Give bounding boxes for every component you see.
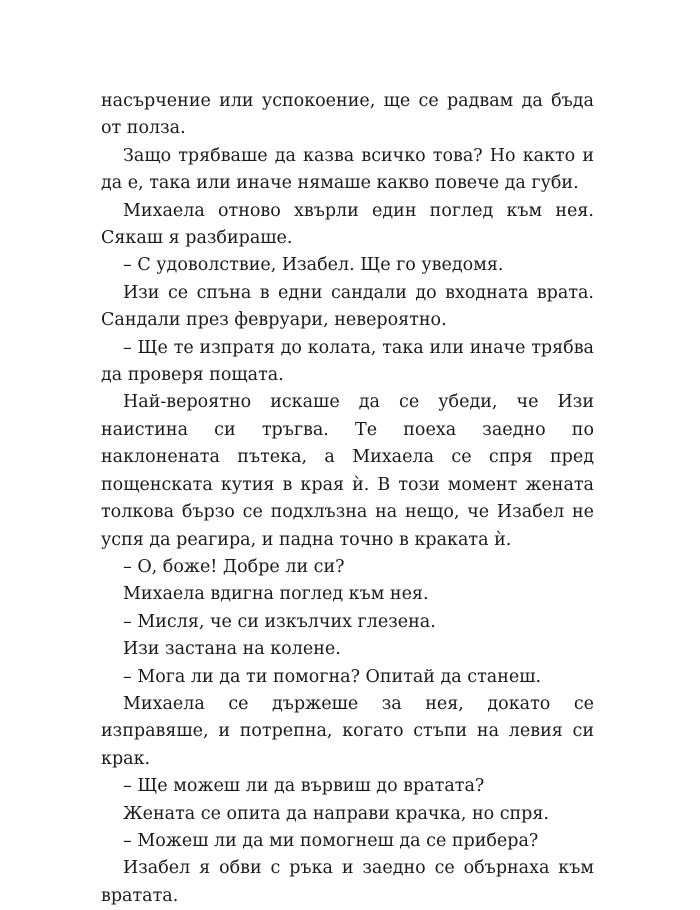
paragraph: Защо трябваше да казва всичко това? Но както и да е, така или иначе нямаше какво повече да губи. <box>101 145 594 194</box>
paragraph: Михаела вдигна поглед към нея. <box>123 584 429 605</box>
dialogue-line: – Мога ли да ти помогна? Опитай да станеш. <box>123 666 542 687</box>
body-text <box>101 88 594 910</box>
paragraph: Жената се опита да направи крачка, но спря. <box>123 803 549 824</box>
paragraph: Михаела отново хвърли един поглед към нея. Сякаш я разбираше. <box>101 200 594 249</box>
dialogue-line: – Можеш ли да ми помогнеш да се прибера? <box>123 830 539 851</box>
paragraph: Най-вероятно искаше да се убеди, че Изи наистина си тръгва. Те поеха заедно по наклонената пътека, а Михаела се спря пред пощенската кутия в края ѝ. В този момент жената толкова бързо се подхлъзна на нещо, че Изабел не успя да реагира, и падна точно в краката ѝ. <box>101 392 594 550</box>
paragraph-continuation: насърчение или успокоение, ще се радвам да бъда от полза. <box>101 91 594 139</box>
dialogue-line: – Ще те изпратя до колата, така или иначе трябва да проверя пощата. <box>101 337 594 386</box>
paragraph: Изи се спъна в едни сандали до входната врата. Сандали през февруари, невероятно. <box>101 282 594 331</box>
dialogue-line: – Мисля, че си изкълчих глезена. <box>123 611 436 632</box>
dialogue-line: – Ще можеш ли да вървиш до вратата? <box>123 776 485 797</box>
paragraph: Михаела се държеше за нея, докато се изправяше, и потрепна, когато стъпи на левия си крак. <box>101 693 594 769</box>
paragraph: Изабел я обви с ръка и заедно се обърнаха към вратата. <box>101 858 594 906</box>
dialogue-line: – О, боже! Добре ли си? <box>123 556 345 577</box>
dialogue-line: – С удоволствие, Изабел. Ще го уведомя. <box>123 255 504 276</box>
paragraph: Изи застана на колене. <box>123 639 341 660</box>
